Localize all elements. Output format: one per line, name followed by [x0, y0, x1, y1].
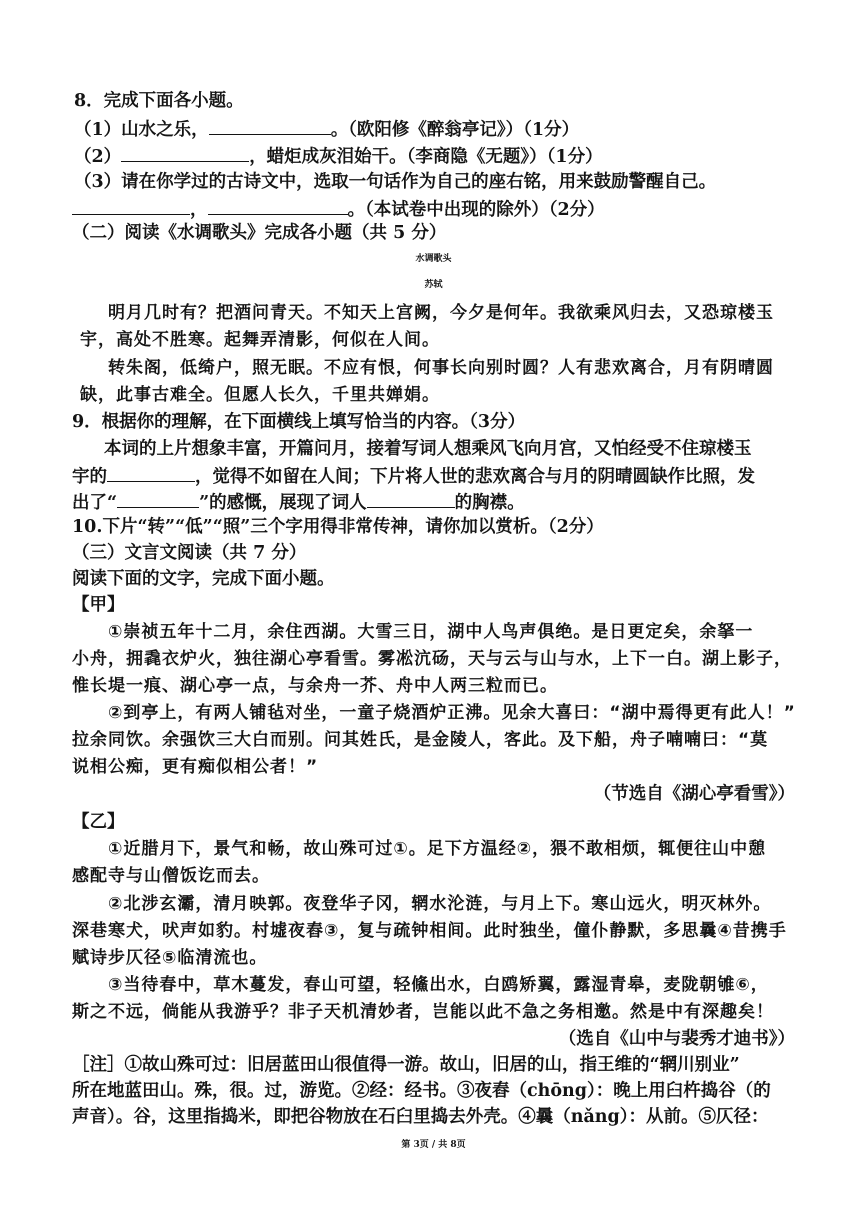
yi-line-5: 赋诗步仄径⑤临清流也。	[72, 948, 268, 968]
q10-prompt: 10.下片“转”“低”“照”三个字用得非常传神，请你加以赏析。（2分）	[72, 517, 604, 537]
jia-line-5: 拉余同饮。余强饮三大白而别。问其姓氏，是金陵人，客此。及下船，舟子喃喃曰：“莫	[72, 730, 769, 750]
q8-item-1	[74, 116, 579, 142]
q9-line-3-mid: ”的感慨，展现了词人	[199, 493, 367, 513]
jia-line-1: ①崇祯五年十二月，余住西湖。大雪三日，湖中人鸟声俱绝。是日更定矣，余拏一	[108, 622, 754, 642]
poem-line-2: 宇，高处不胜寒。起舞弄清影，何似在人间。	[80, 330, 440, 350]
section-3-intro: 阅读下面的文字，完成下面小题。	[72, 569, 335, 589]
yi-line-6: ③当待春中，草木蔓发，春山可望，轻鯈出水，白鸥矫翼，露湿青皋，麦陇朝雊⑥，	[108, 975, 769, 995]
notes-line-1: ［注］①故山殊可过：旧居蓝田山很值得一游。故山，旧居的山，指王维的“辋川别业”	[72, 1055, 740, 1075]
q9-line-2	[72, 463, 755, 489]
passage-yi-label: 【乙】	[72, 812, 125, 832]
poem-author: 苏轼	[424, 280, 443, 290]
q9-blank-1[interactable]	[107, 463, 195, 482]
q8-item-3-blank-1[interactable]	[72, 196, 190, 215]
passage-jia-label: 【甲】	[72, 595, 125, 615]
yi-line-7: 斯之不远，倘能从我游乎？非子天机清妙者，岂能以此不急之务相邀。然是中有深趣矣！	[72, 1002, 774, 1022]
section-3-heading: （三）文言文阅读（共 7 分）	[72, 543, 307, 563]
q8-item-3-blank-2[interactable]	[208, 196, 348, 215]
yi-line-4: 深巷寒犬，吠声如豹。村墟夜舂③，复与疏钟相间。此时独坐，僮仆静默，多思曩④昔携手	[72, 921, 787, 941]
q8-item-1-suffix: 。（欧阳修《醉翁亭记》）（1分）	[330, 120, 580, 140]
q8-item-1-prefix: （1）山水之乐，	[74, 120, 209, 140]
poem-line-3: 转朱阁，低绮户，照无眠。不应有恨，何事长向别时圆？人有悲欢离合，月有阴晴圆	[108, 358, 774, 378]
q8-item-3: （3）请在你学过的古诗文中，选取一句话作为自己的座右铭，用来鼓励警醒自己。	[74, 172, 717, 192]
q9-line-3-prefix: 出了“	[72, 493, 118, 513]
jia-line-3: 惟长堤一痕、湖心亭一点，与余舟一芥、舟中人两三粒而已。	[72, 676, 558, 696]
poem-line-4: 缺，此事古难全。但愿人长久，千里共婵娟。	[80, 385, 440, 405]
notes-line-2: 所在地蓝田山。殊，很。过，游览。②经：经书。③夜舂（chōng）：晚上用臼杵捣谷（的	[72, 1081, 771, 1101]
yi-line-3: ②北涉玄灞，清月映郭。夜登华子冈，辋水沦涟，与月上下。寒山远火，明灭林外。	[108, 894, 772, 914]
q9-line-1: 本词的上片想象丰富，开篇问月，接着写词人想乘风飞向月宫，又怕经受不住琼楼玉	[104, 439, 752, 459]
yi-line-1: ①近腊月下，景气和畅，故山殊可过①。足下方温经②，猥不敢相烦，辄便往山中憩	[108, 839, 767, 859]
q9-line-3	[72, 489, 525, 515]
jia-source: （节选自《湖心亭看雪》）	[593, 784, 795, 804]
q9-blank-2[interactable]	[117, 489, 199, 508]
jia-line-2: 小舟，拥毳衣炉火，独往湖心亭看雪。雾凇沆砀，天与云与山与水，上下一白。湖上影子，	[72, 649, 792, 669]
page-footer: 第 3页 / 共 8页	[401, 1140, 466, 1150]
yi-source: （选自《山中与裴秀才迪书》）	[558, 1029, 795, 1049]
q9-line-2-prefix: 宇的	[72, 467, 107, 487]
poem-line-1: 明月几时有？把酒问青天。不知天上宫阙，今夕是何年。我欲乘风归去，又恐琼楼玉	[108, 303, 774, 323]
jia-line-6: 说相公痴，更有痴似相公者！”	[72, 757, 319, 777]
q8-item-3-sep: ，	[190, 200, 208, 220]
q8-item-2	[74, 143, 603, 169]
poem-title: 水调歌头	[415, 254, 452, 264]
q8-heading: 8．完成下面各小题。	[74, 91, 244, 111]
section-2-heading: （二）阅读《水调歌头》完成各小题（共 5 分）	[72, 223, 447, 243]
jia-line-4: ②到亭上，有两人铺毡对坐，一童子烧酒炉正沸。见余大喜曰：“湖中焉得更有此人！”	[108, 703, 796, 723]
q8-item-1-blank[interactable]	[209, 116, 331, 135]
q9-blank-3[interactable]	[367, 489, 455, 508]
q8-item-2-prefix: （2）	[74, 147, 122, 167]
q8-item-3-tail: 。（本试卷中出现的除外）（2分）	[347, 200, 605, 220]
yi-line-2: 感配寺与山僧饭讫而去。	[72, 866, 270, 886]
notes-line-3: 声音）。谷，这里指捣米，即把谷物放在石臼里捣去外壳。④曩（nǎng）：从前。⑤仄径：	[72, 1107, 769, 1127]
q9-heading: 9．根据你的理解，在下面横线上填写恰当的内容。（3分）	[72, 412, 526, 432]
q8-item-2-suffix: ，蜡炬成灰泪始干。（李商隐《无题》）（1分）	[249, 147, 603, 167]
q9-line-2-suffix: ，觉得不如留在人间；下片将人世的悲欢离合与月的阴晴圆缺作比照，发	[195, 467, 755, 487]
q9-line-3-suffix: 的胸襟。	[454, 493, 525, 513]
q8-item-2-blank[interactable]	[121, 143, 249, 162]
q8-item-3-answer	[72, 196, 605, 222]
